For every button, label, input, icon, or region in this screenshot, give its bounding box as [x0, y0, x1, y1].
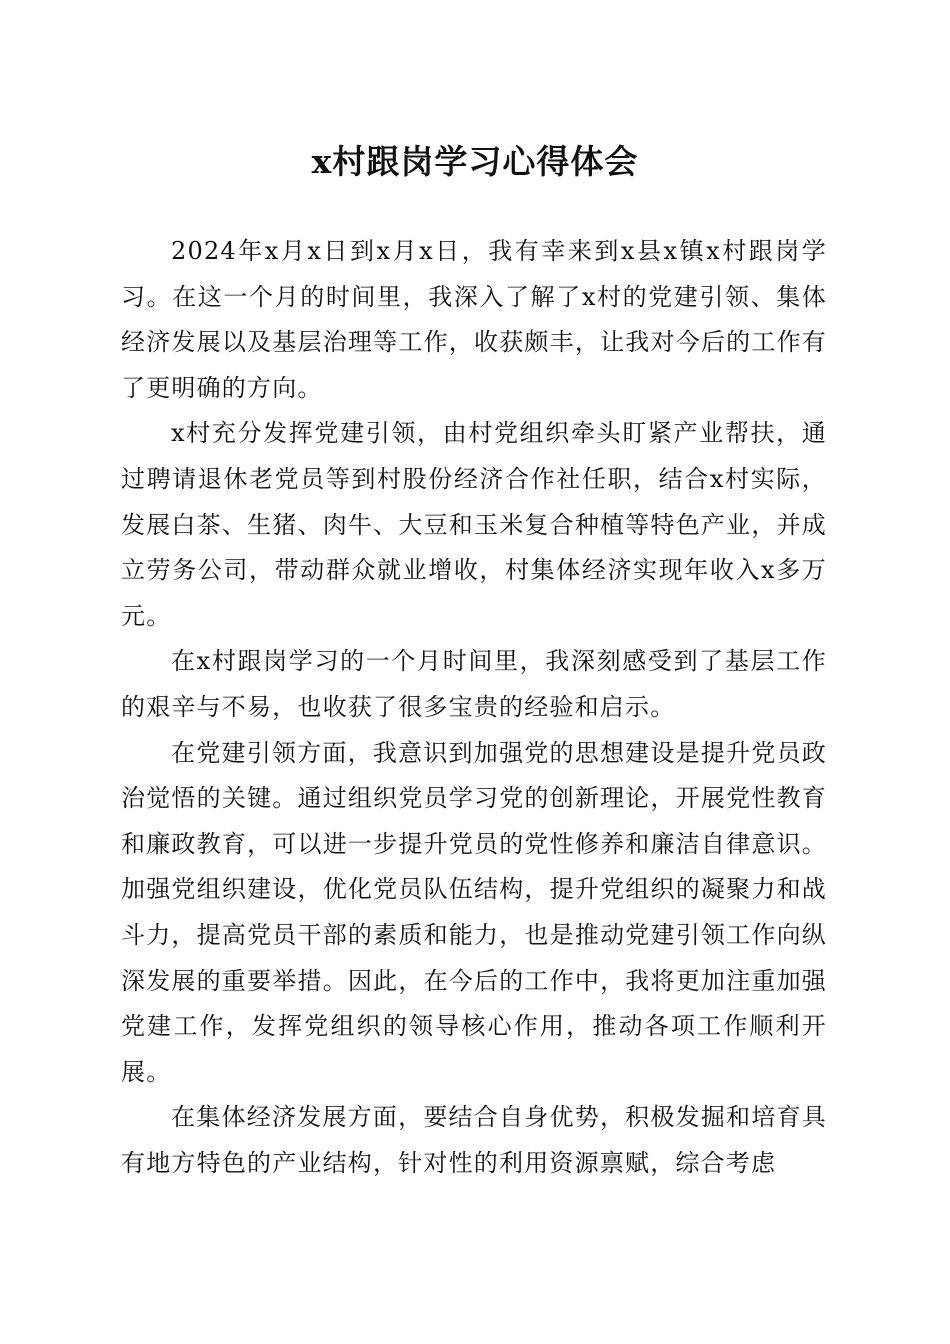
- paragraph-5: 在集体经济发展方面，要结合自身优势，积极发掘和培育具有地方特色的产业结构，针对性的利用资源禀赋，综合考虑: [121, 1103, 827, 1177]
- paragraph-3: 在x村跟岗学习的一个月时间里，我深刻感受到了基层工作的艰辛与不易，也收获了很多宝贵的经验和启示。: [121, 647, 827, 721]
- paragraph-1: 2024年x月x日到x月x日，我有幸来到x县x镇x村跟岗学习。在这一个月的时间里，我深入了解了x村的党建引领、集体经济发展以及基层治理等工作，收获颇丰，让我对今后的工作有了更明确的方向。: [121, 237, 827, 402]
- document-title: x村跟岗学习心得体会: [311, 142, 639, 181]
- document-body: [121, 229, 827, 1186]
- paragraph-2: x村充分发挥党建引领，由村党组织牵头盯紧产业帮扶，通过聘请退休老党员等到村股份经济合作社任职，结合x村实际，发展白茶、生猪、肉牛、大豆和玉米复合种植等特色产业，并成立劳务公司，带动群众就业增收，村集体经济实现年收入x多万元。: [121, 419, 827, 630]
- paragraph-4: 在党建引领方面，我意识到加强党的思想建设是提升党员政治觉悟的关键。通过组织党员学习党的创新理论，开展党性教育和廉政教育，可以进一步提升党员的党性修养和廉洁自律意识。加强党组织建设，优化党员队伍结构，提升党组织的凝聚力和战斗力，提高党员干部的素质和能力，也是推动党建引领工作向纵深发展的重要举措。因此，在今后的工作中，我将更加注重加强党建工作，发挥党组织的领导核心作用，推动各项工作顺利开展。: [121, 738, 827, 1086]
